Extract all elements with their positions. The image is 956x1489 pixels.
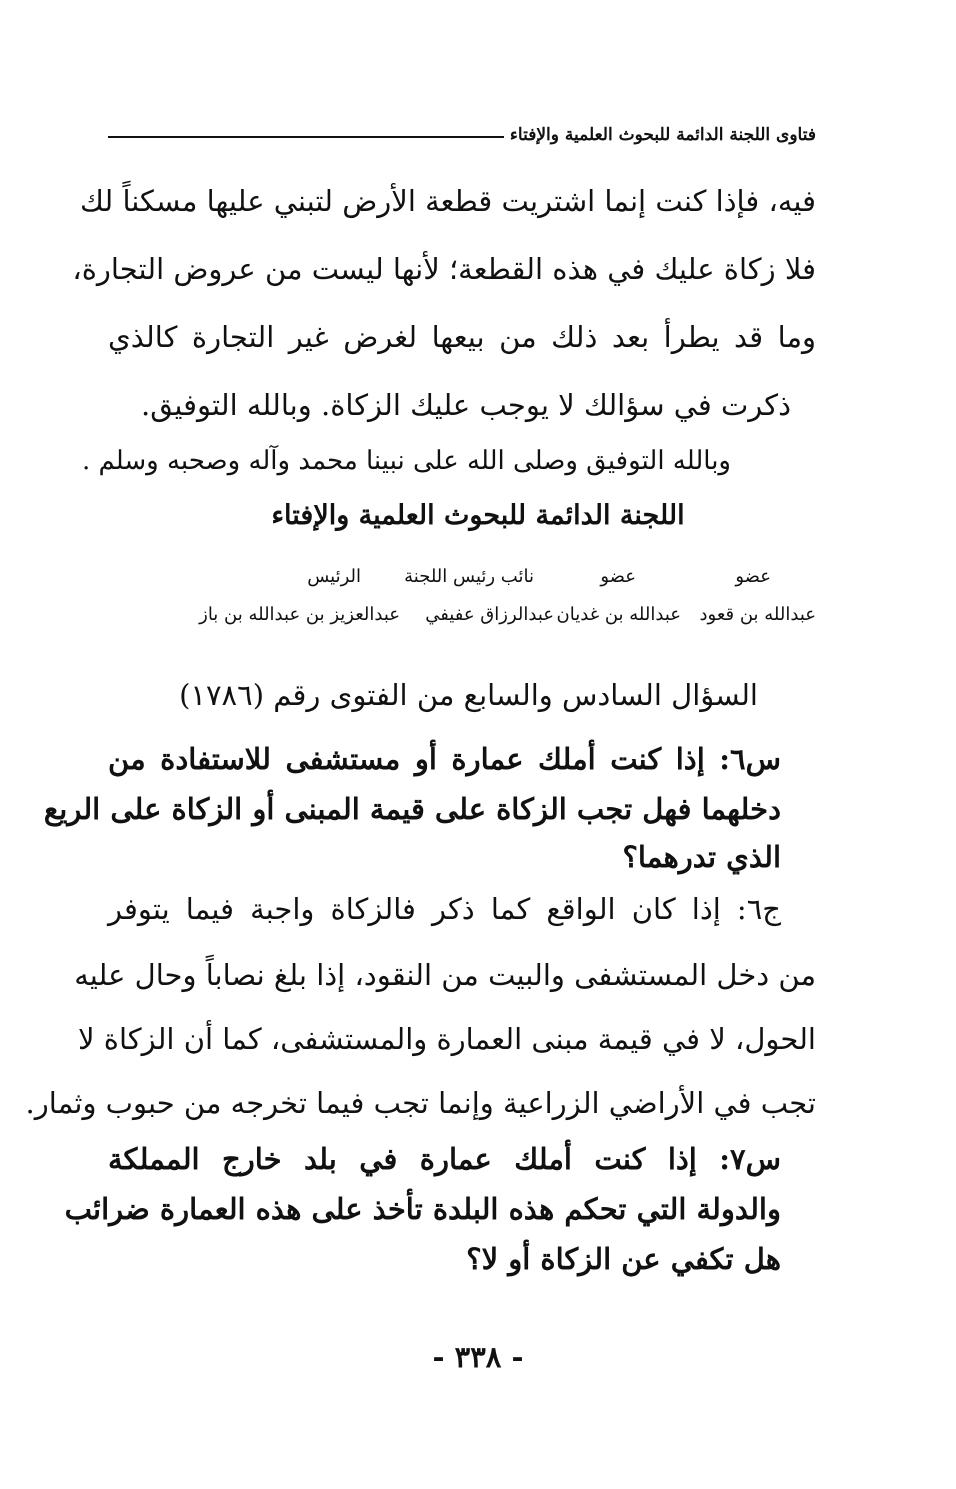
name-chairman: عبدالعزيز بن عبدالله بن باز [199,604,400,625]
name-member-2: عبدالله بن غديان [556,604,681,625]
fatwa-heading: السؤال السادس والسابع من الفتوى رقم (١٧٨٦) [179,678,758,712]
role-vice-chairman: نائب رئيس اللجنة [404,566,534,587]
paragraph-line: ذكرت في سؤالك لا يوجب عليك الزكاة. وبالله التوفيق. [141,388,791,422]
closing-formula: وبالله التوفيق وصلى الله على نبينا محمد وآله وصحبه وسلم . [81,446,731,476]
paragraph-line: فيه، فإذا كنت إنما اشتريت قطعة الأرض لتبني عليها مسكناً لك [79,184,816,218]
running-header-title: فتاوى اللجنة الدائمة للبحوث العلمية والإفتاء [509,125,816,145]
paragraph-line: فلا زكاة عليك في هذه القطعة؛ لأنها ليست من عروض التجارة، [72,252,816,286]
role-member-2: عضو [600,566,636,587]
header-rule [108,136,504,138]
question-line: دخلهما فهل تجب الزكاة على قيمة المبنى أو الزكاة على الريع [43,792,781,826]
question-line: هل تكفي عن الزكاة أو لا؟ [466,1242,781,1276]
name-vice-chairman: عبدالرزاق عفيفي [425,604,554,625]
question-line: الذي تدرهما؟ [622,840,781,874]
question-line: س٦: إذا كنت أملك عمارة أو مستشفى للاستفادة من [108,742,781,776]
role-chairman: الرئيس [307,566,361,587]
role-member-1: عضو [735,566,771,587]
answer-line: تجب في الأراضي الزراعية وإنما تجب فيما تخرجه من حبوب وثمار. [25,1086,816,1120]
paragraph-line: وما قد يطرأ بعد ذلك من بيعها لغرض غير التجارة كالذي [108,320,816,354]
answer-line: من دخل المستشفى والبيت من النقود، إذا بلغ نصاباً وحال عليه [74,958,816,992]
name-member-1: عبدالله بن قعود [699,604,816,625]
question-line: س٧: إذا كنت أملك عمارة في بلد خارج المملكة [108,1142,781,1176]
page-number: - ٣٣٨ - [432,1340,524,1374]
running-header [108,118,816,152]
answer-line: ج٦: إذا كان الواقع كما ذكر فالزكاة واجبة فيما يتوفر [108,892,781,926]
question-line: والدولة التي تحكم هذه البلدة تأخذ على هذه العمارة ضرائب [64,1192,781,1226]
committee-title: اللجنة الدائمة للبحوث العلمية والإفتاء [271,500,685,531]
answer-line: الحول، لا في قيمة مبنى العمارة والمستشفى، كما أن الزكاة لا [78,1022,816,1056]
